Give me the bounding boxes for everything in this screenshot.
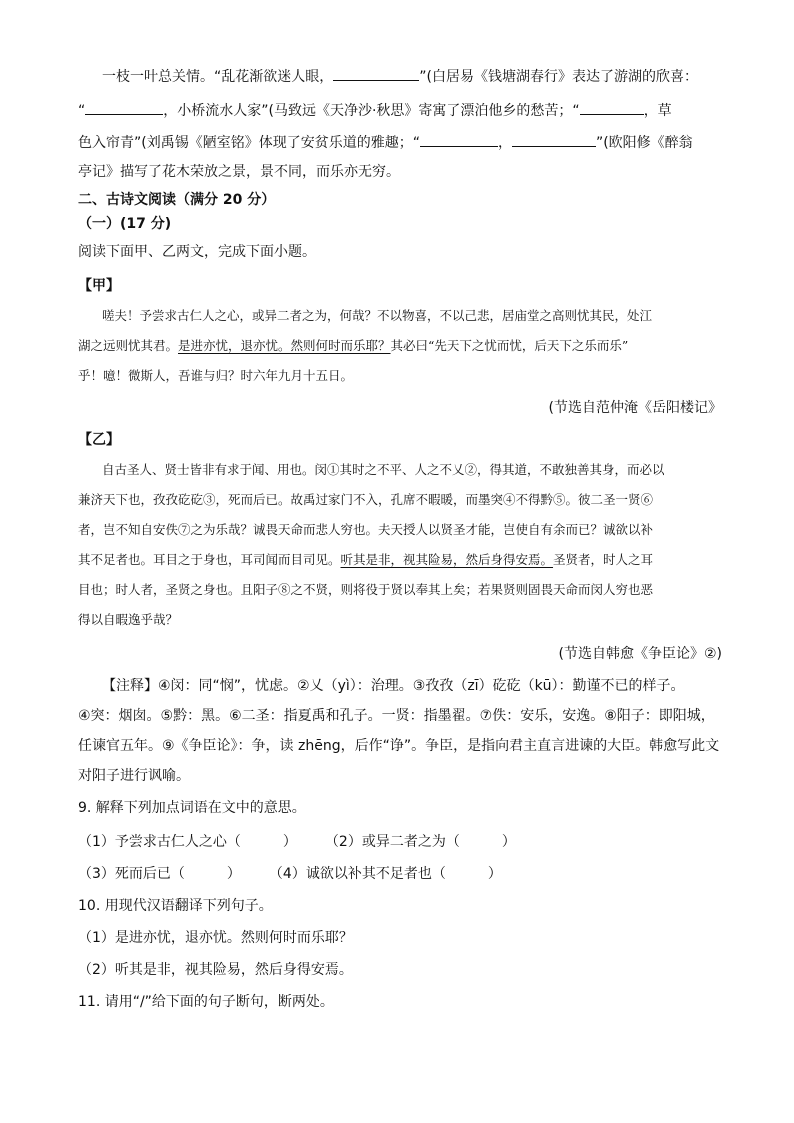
question-9-row <box>78 832 718 852</box>
notes-line: ④突：烟囱。⑤黔：黑。⑥二圣：指夏禹和孔子。一贤：指墨翟。⑦佚：安乐，安逸。⑧阳子：即阳城， <box>78 708 715 724</box>
answer-blank[interactable] <box>580 100 644 115</box>
answer-blank[interactable] <box>420 132 498 147</box>
question-9-item-3: （3）死而后已（ ） <box>78 866 241 882</box>
underlined-sentence: 是进亦忧，退亦忧。然则何时而乐耶？ <box>178 338 391 353</box>
question-10-item-2: （2）听其是非，视其险易，然后身得安焉。 <box>78 962 353 978</box>
question-9-item-4: （4）诚欲以补其不足者也（ ） <box>268 866 502 882</box>
answer-blank[interactable] <box>512 132 596 147</box>
poetry-text: ”(白居易《钱塘湖春行》表达了游湖的欣喜： <box>419 69 698 85</box>
question-10: 10. 用现代汉语翻译下列句子。 <box>78 898 273 914</box>
passage-text: 圣贤者，时人之耳 <box>553 552 654 567</box>
poetry-text: ”(欧阳修《醉翁 <box>595 135 693 151</box>
passage-text: 其必曰“先天下之忧而忧，后天下之乐而乐” <box>390 338 629 353</box>
passage-text: 其不足者也。耳目之于身也，耳司闻而目司见。 <box>78 552 341 567</box>
passage-jia-line: 乎！噫！微斯人，吾谁与归？时六年九月十五日。 <box>78 368 354 383</box>
section-title: 二、古诗文阅读（满分 20 分） <box>78 192 276 208</box>
question-9: 9. 解释下列加点词语在文中的意思。 <box>78 800 306 816</box>
passage-jia-label: 【甲】 <box>78 278 120 294</box>
notes-line: 【注释】④闵：同“悯”，忧虑。②乂（yì）：治理。③孜孜（zī）矻矻（kū）：勤谨不已的样子。 <box>102 678 685 694</box>
passage-jia-source: (节选自范仲淹《岳阳楼记》 <box>548 400 722 416</box>
passage-yi-source: (节选自韩愈《争臣论》②) <box>558 646 722 662</box>
passage-jia-line: 嗟夫！予尝求古仁人之心，或异二者之为，何哉？不以物喜，不以己悲，居庙堂之高则忧其民，处江 <box>102 308 653 323</box>
passage-yi-line: 目也；时人者，圣贤之身也。且阳子⑧之不贤，则将役于贤以奉其上矣；若果贤则固畏天命而闵人穷也恶 <box>78 582 654 597</box>
poetry-text: ，草 <box>643 103 672 119</box>
notes-line: 对阳子进行讽喻。 <box>78 768 190 784</box>
poetry-text: 一枝一叶总关情。“乱花渐欲迷人眼， <box>102 69 334 85</box>
poetry-line-4: 亭记》描写了花木荣放之景，景不同，而乐亦无穷。 <box>78 164 400 180</box>
question-10-item-1: （1）是进亦忧，退亦忧。然则何时而乐耶？ <box>78 930 353 946</box>
part-title: （一）(17 分) <box>78 216 172 232</box>
poetry-text: 色入帘青”(刘禹锡《陋室铭》体现了安贫乐道的雅趣；“ <box>78 135 420 151</box>
question-9-item-2: （2）或异二者之为（ ） <box>324 834 516 850</box>
poetry-line-1 <box>102 66 718 87</box>
poetry-line-3 <box>78 132 718 153</box>
answer-blank[interactable] <box>85 100 163 115</box>
question-9-row <box>78 864 718 884</box>
notes-line: 任谏官五年。⑨《争臣论》：争，读 zhēng，后作“诤”。争臣，是指向君主直言进谏的大臣。韩愈写此文 <box>78 738 720 754</box>
instructions: 阅读下面甲、乙两文，完成下面小题。 <box>78 244 316 260</box>
question-11: 11. 请用“/”给下面的句子断句，断两处。 <box>78 994 334 1010</box>
poetry-text: “ <box>78 103 86 119</box>
underlined-sentence: 听其是非，视其险易，然后身得安焉。 <box>340 552 554 567</box>
poetry-text: ， <box>497 135 512 151</box>
question-9-item-1: （1）予尝求古仁人之心（ ） <box>78 834 297 850</box>
passage-yi-line: 兼济天下也，孜孜矻矻③，死而后已。故禹过家门不入，孔席不暇暖，而墨突④不得黔⑤。彼二圣一贤⑥ <box>78 492 654 507</box>
passage-yi-line: 者，岂不知自安佚⑦之为乐哉？诚畏天命而悲人穷也。夫天授人以贤圣才能，岂使自有余而已？诚欲以补 <box>78 522 654 537</box>
passage-yi-line: 得以自暇逸乎哉？ <box>78 612 179 627</box>
passage-yi-label: 【乙】 <box>78 432 120 448</box>
passage-text: 湖之远则忧其君。 <box>78 338 179 353</box>
poetry-line-2 <box>78 100 718 121</box>
passage-jia-line <box>78 336 718 356</box>
poetry-text: ，小桥流水人家”(马致远《天净沙·秋思》寄寓了漂泊他乡的愁苦；“ <box>163 103 580 119</box>
passage-yi-line: 自古圣人、贤士皆非有求于闻、用也。闵①其时之不平、人之不乂②，得其道，不敢独善其身，而必以 <box>102 462 665 477</box>
answer-blank[interactable] <box>333 66 419 81</box>
passage-yi-line <box>78 550 718 570</box>
